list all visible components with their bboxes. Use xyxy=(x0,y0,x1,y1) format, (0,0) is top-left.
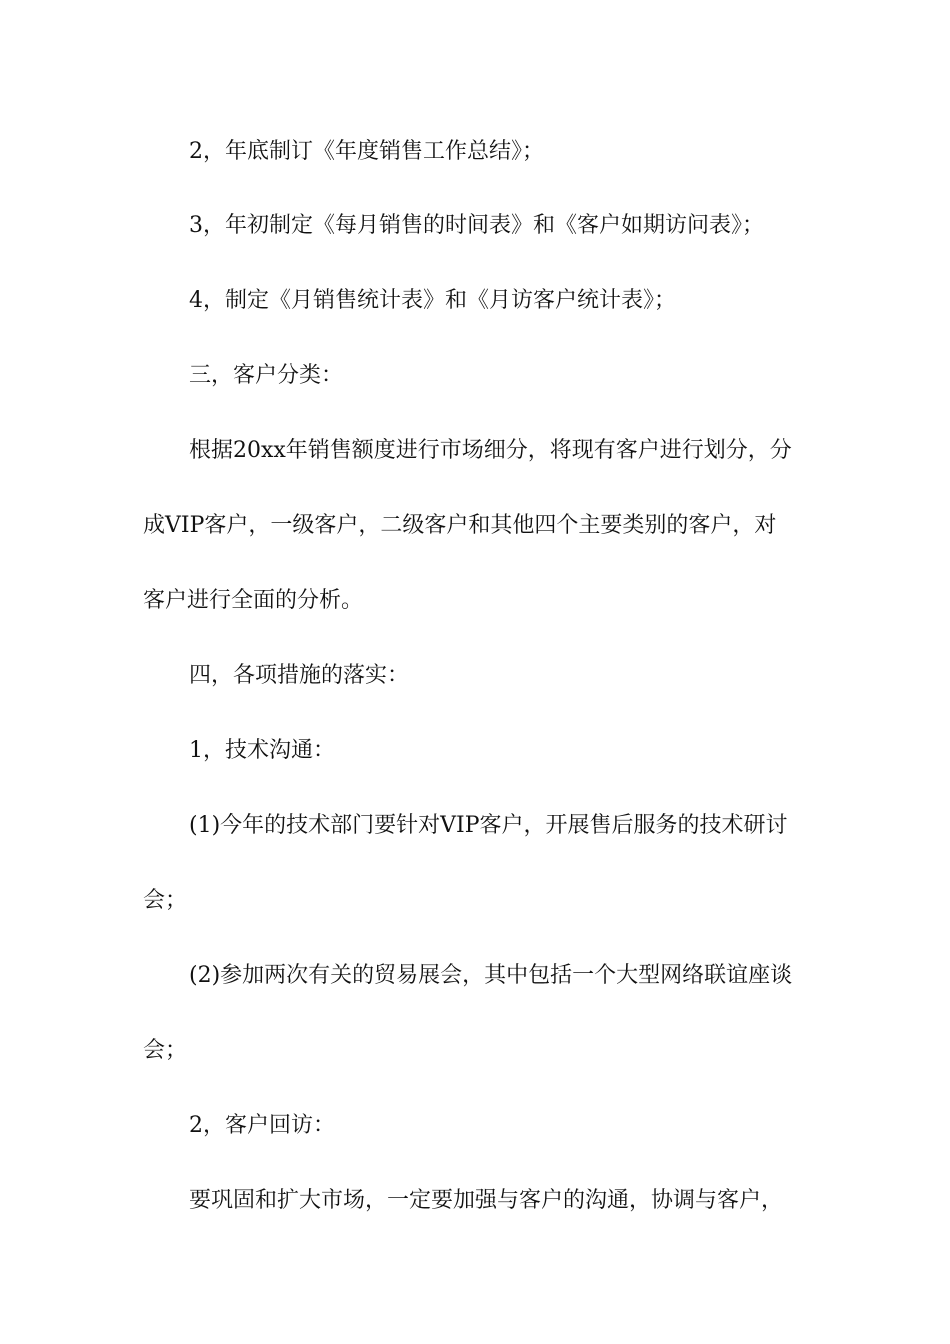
subheading-technical-communication: 1，技术沟通： xyxy=(189,738,335,763)
section-heading-measures: 四，各项措施的落实： xyxy=(189,663,410,688)
list-item-annual-summary: 2，年底制订《年度销售工作总结》； xyxy=(189,139,544,164)
list-item-monthly-schedule: 3，年初制定《每月销售的时间表》和《客户如期访问表》； xyxy=(189,213,764,238)
paragraph-line: 会； xyxy=(143,888,188,913)
subheading-customer-revisit: 2，客户回访： xyxy=(189,1113,335,1138)
paragraph-line: 客户进行全面的分析。 xyxy=(143,588,364,613)
paragraph-line: (2)参加两次有关的贸易展会，其中包括一个大型网络联谊座谈 xyxy=(189,963,793,988)
paragraph-line: 成VIP客户，一级客户，二级客户和其他四个主要类别的客户，对 xyxy=(143,513,777,538)
paragraph-line: 根据20xx年销售额度进行市场细分，将现有客户进行划分，分 xyxy=(189,438,792,463)
paragraph-line: (1)今年的技术部门要针对VIP客户，开展售后服务的技术研讨 xyxy=(189,813,788,838)
paragraph-line: 要巩固和扩大市场，一定要加强与客户的沟通，协调与客户， xyxy=(189,1188,784,1213)
list-item-monthly-statistics: 4，制定《月销售统计表》和《月访客户统计表》； xyxy=(189,288,676,313)
section-heading-customer-classification: 三，客户分类： xyxy=(189,363,344,388)
paragraph-line: 会； xyxy=(143,1038,188,1063)
